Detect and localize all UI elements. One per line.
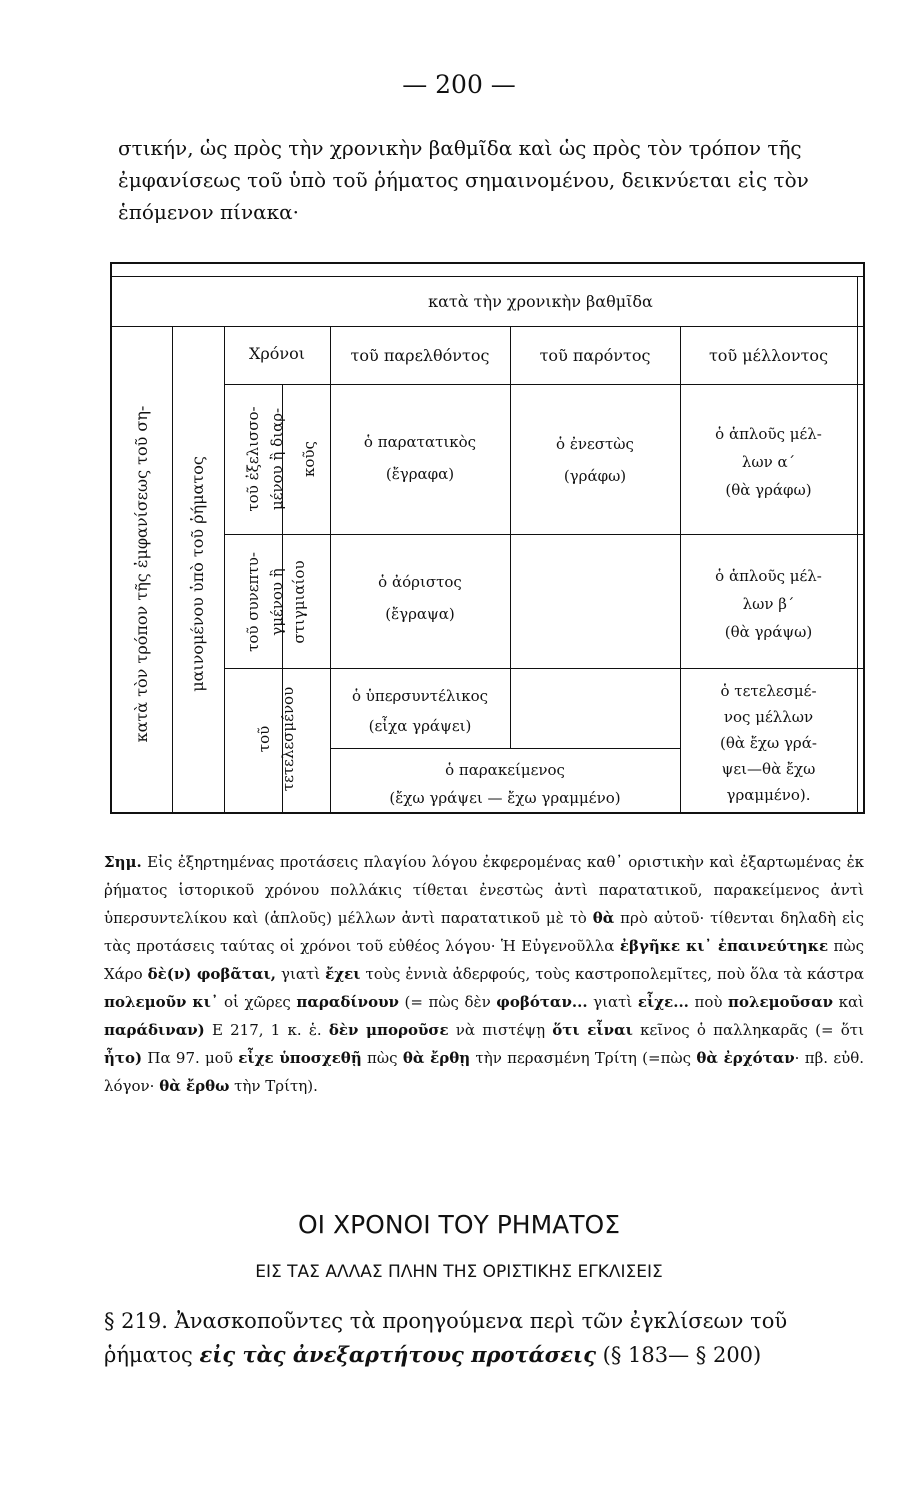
page-number: — 200 — [402,70,516,99]
table-rule [224,534,863,535]
para-text: § 219. Ἀνασκοποῦντες τὰ προηγούμενα περὶ τῶν ἐγκλίσεων τοῦ ῥήματος [104,1309,788,1367]
note-emphasis: δὲν μποροῦσε [328,1021,449,1039]
note-text: Ε 217, 1 κ. ἑ. [204,1021,329,1039]
row-label-perfect-b: τετελεσμένου [279,686,297,792]
table-rule [172,326,173,812]
cell-simple-future-a [680,420,857,504]
cell-imperfect-name: ὁ παρατατικὸς [363,433,477,451]
row-label-aorist-c: στιγμιαίου [290,560,308,644]
table-rule [510,326,511,748]
note-emphasis: ὅτι εἶναι [552,1021,633,1039]
note-text: Εἰς ἐξηρτημένας προτάσεις πλαγίου λόγου ἐκφερομένας καθ᾽ οριστικὴν καὶ ἐξαρτωμένας ἐκ ῥήματος ἱστορικοῦ χρόνου πολλάκις τίθεται ἐνεστὼς ἀντὶ παρατατικοῦ, παρακείμενος ἀντὶ ὑπερσυντελίκου καὶ (ἁπλοῦς) μέλλων ἀντὶ παρατατικοῦ μὲ τὸ [104,853,864,927]
left-header-mode-2: μαινομένου ὑπὸ τοῦ ῥήματος [188,456,207,692]
table-rule [224,326,225,812]
table-rule [224,668,863,669]
cell-future-perfect-2: νος μέλλων [723,708,814,726]
cell-future-a-name-1: ὁ ἁπλοῦς μέλ- [715,425,822,443]
cell-perfect-name: ὁ παρακείμενος [445,761,565,779]
table-rule [224,384,863,385]
para-text: (§ 183— § 200) [595,1343,762,1367]
note-emphasis: δὲ(ν) φοβᾶται, [147,965,277,983]
note-emphasis: ἔχει [325,965,361,983]
col-header-past: τοῦ παρελθόντος [350,346,490,365]
note-text: νὰ πιστέψῃ [448,1021,553,1039]
note-text: γιατὶ [587,993,638,1011]
cell-perfect [330,758,680,810]
note-emphasis: εἶχε... [637,993,689,1011]
note-emphasis: παραδίνουν [296,993,399,1011]
note-text: γιατὶ [276,965,326,983]
cell-future-a-example: (θὰ γράφω) [725,481,812,499]
note-text: τὴν Τρίτη). [229,1077,318,1095]
section-subheading: ΕΙΣ ΤΑΣ ΑΛΛΑΣ ΠΛΗΝ ΤΗΣ ΟΡΙΣΤΙΚΗΣ ΕΓΚΛΙΣΕΙΣ [255,1262,663,1282]
row-label-perfect-a: τοῦ [255,725,273,753]
row-label-progressive-a: τοῦ ἐξελισσο- [244,406,262,512]
note-emphasis: θὰ ἐρχόταν [696,1049,795,1067]
note-emphasis: πολεμοῦν κι᾽ [104,993,219,1011]
para-emphasis: εἰς τὰς ἀνεξαρτήτους προτάσεις [199,1342,596,1367]
cell-future-perfect-3: (θὰ ἔχω γρά- [720,734,817,752]
note-emphasis: θὰ ἔρθῃ [402,1049,471,1067]
cell-pluperfect [330,684,510,738]
cell-simple-future-b [680,562,857,646]
row-label-aorist-b: γμένου ἢ [268,568,286,636]
note-emphasis: πολεμοῦσαν [728,993,834,1011]
cell-imperfect [330,430,510,486]
cell-future-perfect-5: γραμμένο). [726,786,811,804]
note-emphasis: ἦτο) [104,1049,143,1067]
cell-imperfect-example: (ἔγραφα) [385,465,455,483]
table-rule [330,326,331,812]
tense-table [110,262,865,814]
section-heading: ΟΙ ΧΡΟΝΟΙ ΤΟΥ ΡΗΜΑΤΟΣ [297,1210,621,1239]
cell-present [510,432,680,488]
note-text: οἱ χῶρες [218,993,297,1011]
note-emphasis: εἶχε ὑποσχεθῇ [238,1049,362,1067]
note-text: πὼς Χάρο [104,937,864,983]
table-rule [112,276,863,277]
cell-future-perfect-1: ὁ τετελεσμέ- [720,682,817,700]
cell-aorist-name: ὁ ἀόριστος [378,573,462,591]
cell-future-perfect-4: ψει—θὰ ἔχω [721,760,816,778]
col-header-tenses: Χρόνοι [248,344,306,363]
note-label: Σημ. [104,853,142,871]
note-emphasis: παράδιναν) [104,1021,205,1039]
note-emphasis: θὰ ἔρθω [159,1077,230,1095]
cell-aorist-example: (ἔγραψα) [385,605,455,623]
cell-perfect-example: (ἔχω γράψει — ἔχω γραμμένο) [389,789,621,807]
note-text: · πβ. εὐθ. λόγον· [104,1049,865,1095]
note-text: Πα 97. μοῦ [142,1049,239,1067]
cell-future-perfect [680,678,857,808]
table-rule [857,276,858,812]
note-text: ποὺ [688,993,729,1011]
cell-pluperfect-name: ὁ ὑπερσυντέλικος [351,687,489,705]
note-text: καὶ [833,993,865,1011]
row-label-aorist-a: τοῦ συνεπτυ- [244,552,262,652]
cell-future-a-name-2: λων α΄ [741,453,796,471]
note-text: κεῖνος ὁ παλληκαρᾶς (= ὅτι [632,1021,864,1039]
note-paragraph [104,848,864,1100]
table-rule [330,748,680,749]
cell-present-example: (γράφω) [563,467,627,485]
row-label-progressive-b: μένου ἢ διαρ- [268,407,286,511]
col-header-future: τοῦ μέλλοντος [708,346,829,365]
cell-future-b-example: (θὰ γράψω) [724,623,813,641]
cell-future-b-name-2: λων β΄ [742,595,795,613]
intro-paragraph: στικήν, ὡς πρὸς τὴν χρονικὴν βαθμῖδα καὶ ὡς πρὸς τὸν τρόπον τῆς ἐμφανίσεως τοῦ ὑπὸ τοῦ ῥήματος σημαινομένου, δεικνύεται εἰς τὸν ἑπόμενον πίνακα· [118,136,809,224]
note-text: τὴν περασμένη Τρίτη (=πὼς [470,1049,697,1067]
note-text: πρὸ αὐτοῦ· τίθενται δηλαδὴ εἰς τὰς προτάσεις ταύτας οἱ χρόνοι τοῦ εὐθέος λόγου· Ἡ Εὐγενοῦλλα [104,909,864,955]
note-text: τοὺς ἐννιὰ ἀδερφούς, τοὺς καστροπολεμῖτες, ποὺ ὅλα τὰ κάστρα [360,965,865,983]
table-top-header: κατὰ τὴν χρονικὴν βαθμῖδα [428,292,653,311]
row-label-progressive-c: κοῦς [300,441,318,477]
note-emphasis: θὰ [592,909,615,927]
col-header-present: τοῦ παρόντος [539,346,651,365]
cell-aorist [330,570,510,626]
section-paragraph [104,1304,864,1372]
left-header-mode: κατὰ τὸν τρόπον τῆς ἐμφανίσεως τοῦ ση- [132,405,151,743]
note-text: (= πὼς δὲν [398,993,497,1011]
cell-pluperfect-example: (εἶχα γράψει) [368,717,472,735]
note-emphasis: ἐβγῆκε κι᾽ ἐπαινεύτηκε [619,937,829,955]
note-emphasis: φοβόταν... [496,993,588,1011]
cell-future-b-name-1: ὁ ἁπλοῦς μέλ- [715,567,822,585]
cell-present-name: ὁ ἐνεστὼς [556,435,634,453]
note-text: πὼς [361,1049,403,1067]
